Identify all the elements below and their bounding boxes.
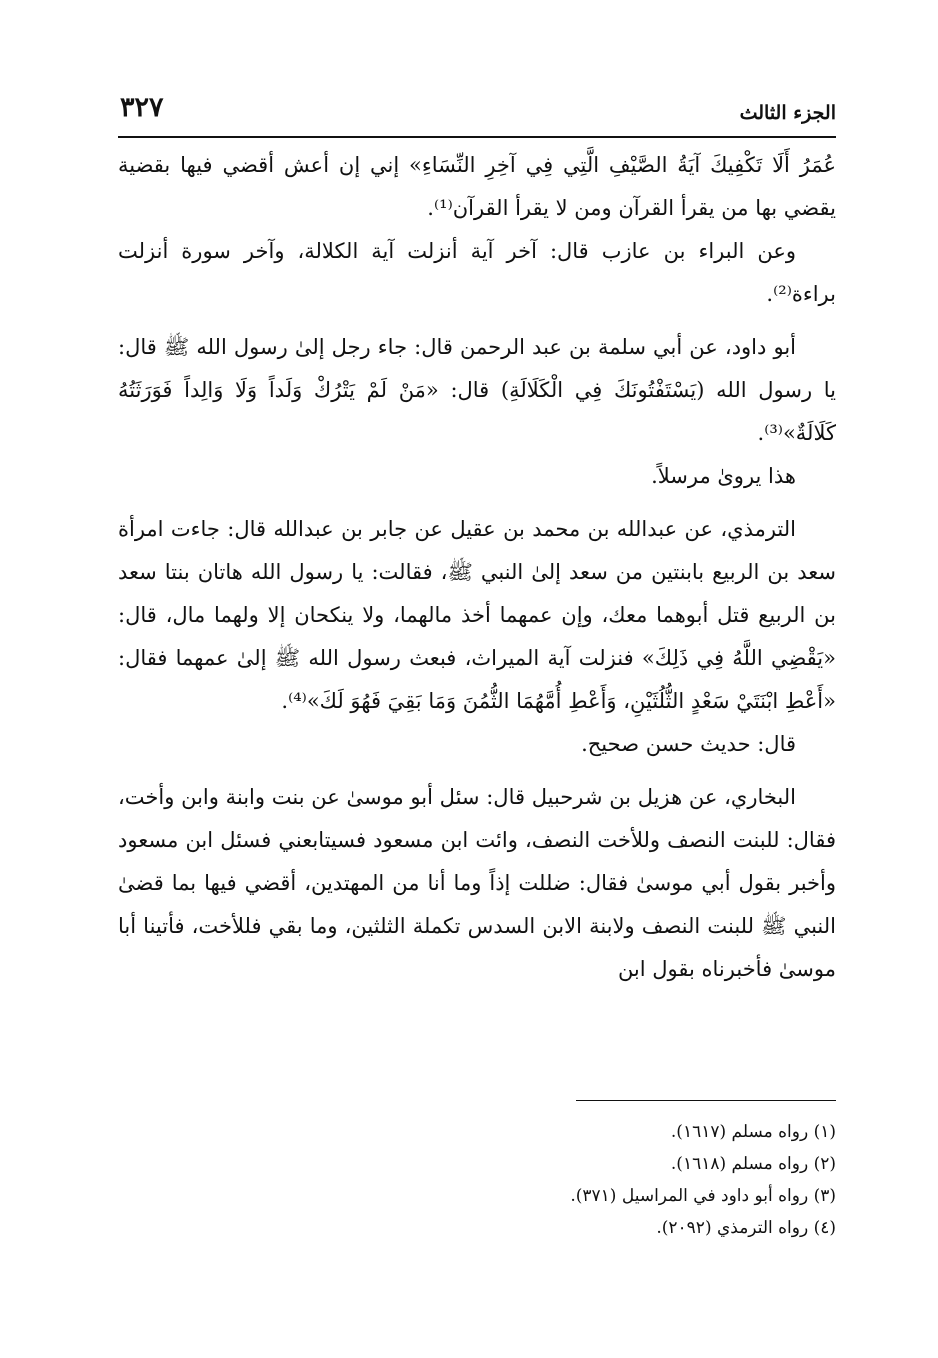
footnote-rule	[576, 1100, 836, 1101]
page-header	[118, 88, 836, 134]
paragraph-abu-dawud: أبو داود، عن أبي سلمة بن عبد الرحمن قال: جاء رجل إلىٰ رسول الله ﷺ قال: يا رسول الله (يَسْتَفْتُونَكَ فِي الْكَلَالَةِ) قال: «مَنْ لَمْ يَتْرُكْ وَلَداً وَلَا وَالِداً فَوَرَثَتُهُ كَلَالَةٌ»⁽³⁾.	[118, 335, 836, 445]
paragraph-tirmidhi: الترمذي، عن عبدالله بن محمد بن عقيل عن جابر بن عبدالله قال: جاءت امرأة سعد بن الربيع بابنتين من سعد إلىٰ النبي ﷺ، فقالت: يا رسول الله هاتان بنتا سعد بن الربيع قتل أبوهما معك، وإن عمهما أخذ مالهما، ولا ينكحان إلا ولهما مال، قال: «يَقْضِي اللَّهُ فِي ذَلِكَ» فنزلت آية الميراث، فبعث رسول الله ﷺ إلىٰ عمهما فقال: «أَعْطِ ابْنَتَيْ سَعْدٍ الثُّلُثَيْنِ، وَأَعْطِ أُمَّهُمَا الثُّمُنَ وَمَا بَقِيَ فَهُوَ لَكَ»⁽⁴⁾.	[118, 517, 836, 713]
footnotes	[118, 1116, 836, 1244]
footnote-item: (٤) رواه الترمذي (٢٠٩٢).	[656, 1218, 836, 1238]
main-text	[118, 144, 836, 991]
paragraph-bara-narration: وعن البراء بن عازب قال: آخر آية أنزلت آية الكلالة، وآخر سورة أنزلت براءة⁽²⁾.	[118, 239, 836, 306]
footnote-item: (١) رواه مسلم (١٦١٧).	[670, 1122, 836, 1142]
paragraph-mursal-note: هذا يروىٰ مرسلاً.	[651, 464, 796, 488]
paragraph-bukhari: البخاري، عن هزيل بن شرحبيل قال: سئل أبو موسىٰ عن بنت وابنة وابن وأخت، فقال: للبنت النصف وللأخت النصف، وائت ابن مسعود فسيتابعني فسئل ابن مسعود وأخبر بقول أبي موسىٰ فقال: ضللت إذاً وما أنا من المهتدين، أقضي فيها بما قضىٰ النبي ﷺ للبنت النصف ولابنة الابن السدس تكملة الثلثين، وما بقي فللأخت، فأتينا أبا موسىٰ فأخبرناه بقول ابن	[118, 785, 836, 981]
paragraph-continuation: عُمَرُ أَلَا تَكْفِيكَ آيَةُ الصَّيْفِ الَّتِي فِي آخِرِ النِّسَاءِ» إني إن أعش أقضي فيها بقضية يقضي بها من يقرأ القرآن ومن لا يقرأ القرآن⁽¹⁾.	[118, 153, 836, 220]
running-title: الجزء الثالث	[739, 102, 836, 124]
footnote-item: (٢) رواه مسلم (١٦١٨).	[670, 1154, 836, 1174]
page-number: ٣٢٧	[120, 92, 164, 123]
paragraph-hadith-grade: قال: حديث حسن صحيح.	[581, 732, 796, 756]
header-rule	[118, 136, 836, 138]
footnote-item: (٣) رواه أبو داود في المراسيل (٣٧١).	[570, 1186, 836, 1206]
